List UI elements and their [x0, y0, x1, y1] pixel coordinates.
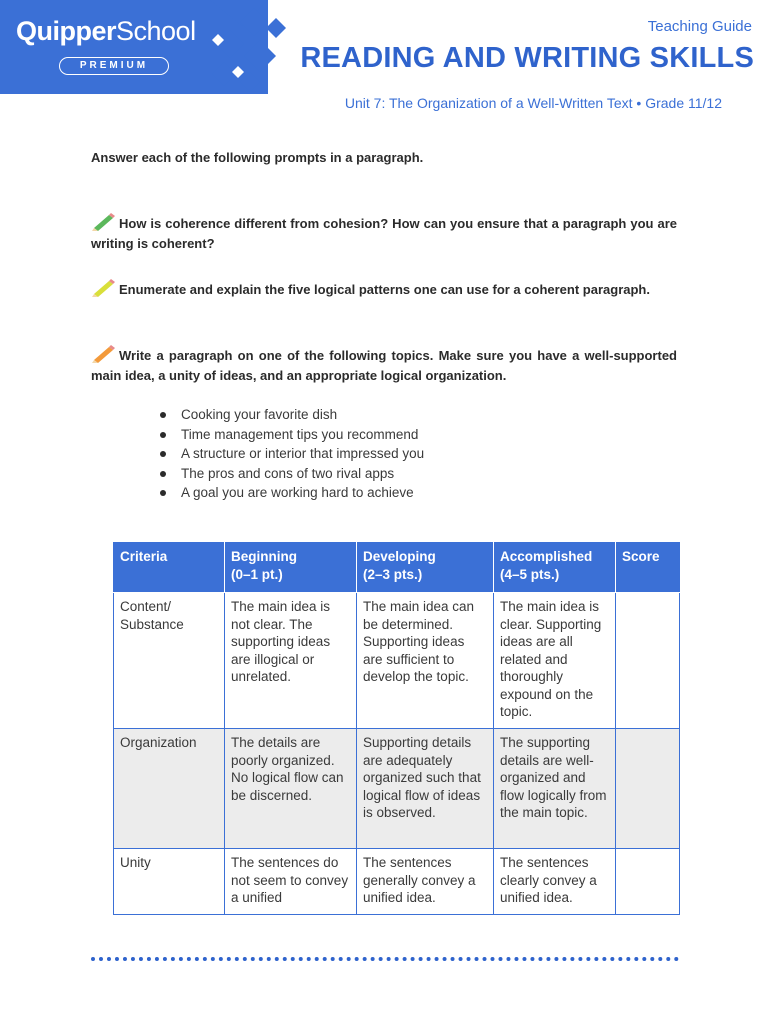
topic-text: A structure or interior that impressed you [181, 446, 425, 461]
brand-name-light: School [116, 16, 196, 46]
cell-developing: The main idea can be determined. Supporting ideas are sufficient to develop the topic. [357, 593, 494, 729]
bullet-icon [160, 432, 166, 438]
table-row [114, 729, 680, 849]
diamond-pattern-icon [210, 0, 300, 94]
table-row [114, 593, 680, 729]
topic-text: Cooking your favorite dish [181, 407, 338, 422]
cell-criteria: Unity [114, 849, 225, 915]
cell-criteria: Content/ Substance [114, 593, 225, 729]
prompt-2 [91, 279, 677, 300]
premium-badge: PREMIUM [59, 57, 169, 75]
prompt-3 [91, 345, 677, 386]
bullet-icon [160, 451, 166, 457]
cell-beginning: The sentences do not seem to convey a unified [225, 849, 357, 915]
topic-text: The pros and cons of two rival apps [181, 465, 395, 481]
header-developing: Developing (2–3 pts.) [357, 543, 494, 593]
footer-divider [91, 957, 679, 961]
list-item [160, 405, 424, 425]
list-item [160, 444, 424, 464]
header-beginning: Beginning (0–1 pt.) [225, 543, 357, 593]
table-row [114, 849, 680, 915]
prompt-1 [91, 213, 677, 254]
cell-beginning: The main idea is not clear. The supporting ideas are illogical or unrelated. [225, 593, 357, 729]
list-item [160, 425, 424, 445]
cell-score [616, 849, 680, 915]
cell-accomplished: The sentences clearly convey a unified idea. [494, 849, 616, 915]
instructions: Answer each of the following prompts in a paragraph. [91, 150, 424, 165]
prompt-1-text: How is coherence different from cohesion? How can you ensure that a paragraph you are writing is coherent? [91, 216, 677, 251]
rubric-table [113, 542, 680, 915]
cell-developing: The sentences generally convey a unified idea. [357, 849, 494, 915]
header-accomplished: Accomplished (4–5 pts.) [494, 543, 616, 593]
header-score: Score [616, 543, 680, 593]
topic-list [160, 405, 424, 503]
cell-developing: Supporting details are adequately organized such that logical flow of ideas is observed. [357, 729, 494, 849]
pencil-orange-icon [91, 345, 115, 363]
cell-score [616, 729, 680, 849]
topic-text: A goal you are working hard to achieve [181, 485, 414, 500]
brand-name-bold: Quipper [16, 16, 117, 46]
bullet-icon [160, 471, 166, 477]
brand-logo [16, 16, 196, 47]
cell-score [616, 593, 680, 729]
pencil-green-icon [91, 213, 115, 231]
cell-accomplished: The supporting details are well-organized and flow logically from the main topic. [494, 729, 616, 849]
cell-criteria: Organization [114, 729, 225, 849]
bullet-icon [160, 412, 166, 418]
table-header-row [114, 543, 680, 593]
prompt-2-text: Enumerate and explain the five logical patterns one can use for a coherent paragraph. [119, 282, 650, 297]
list-item [160, 464, 424, 484]
unit-subtitle: Unit 7: The Organization of a Well-Written Text • Grade 11/12 [344, 95, 722, 111]
list-item [160, 483, 424, 503]
cell-accomplished: The main idea is clear. Supporting ideas are all related and thoroughly expound on the topic. [494, 593, 616, 729]
prompt-3-text: Write a paragraph on one of the following topics. Make sure you have a well-supported main idea, a unity of ideas, and an appropriate logical organization. [91, 348, 677, 383]
topic-text: Time management tips you recommend [181, 426, 419, 442]
teaching-guide-label: Teaching Guide [647, 18, 752, 35]
page-title: READING AND WRITING SKILLS [300, 42, 754, 74]
cell-beginning: The details are poorly organized. No logical flow can be discerned. [225, 729, 357, 849]
bullet-icon [160, 490, 166, 496]
pencil-yellow-icon [91, 279, 115, 297]
header-criteria: Criteria [114, 543, 225, 593]
